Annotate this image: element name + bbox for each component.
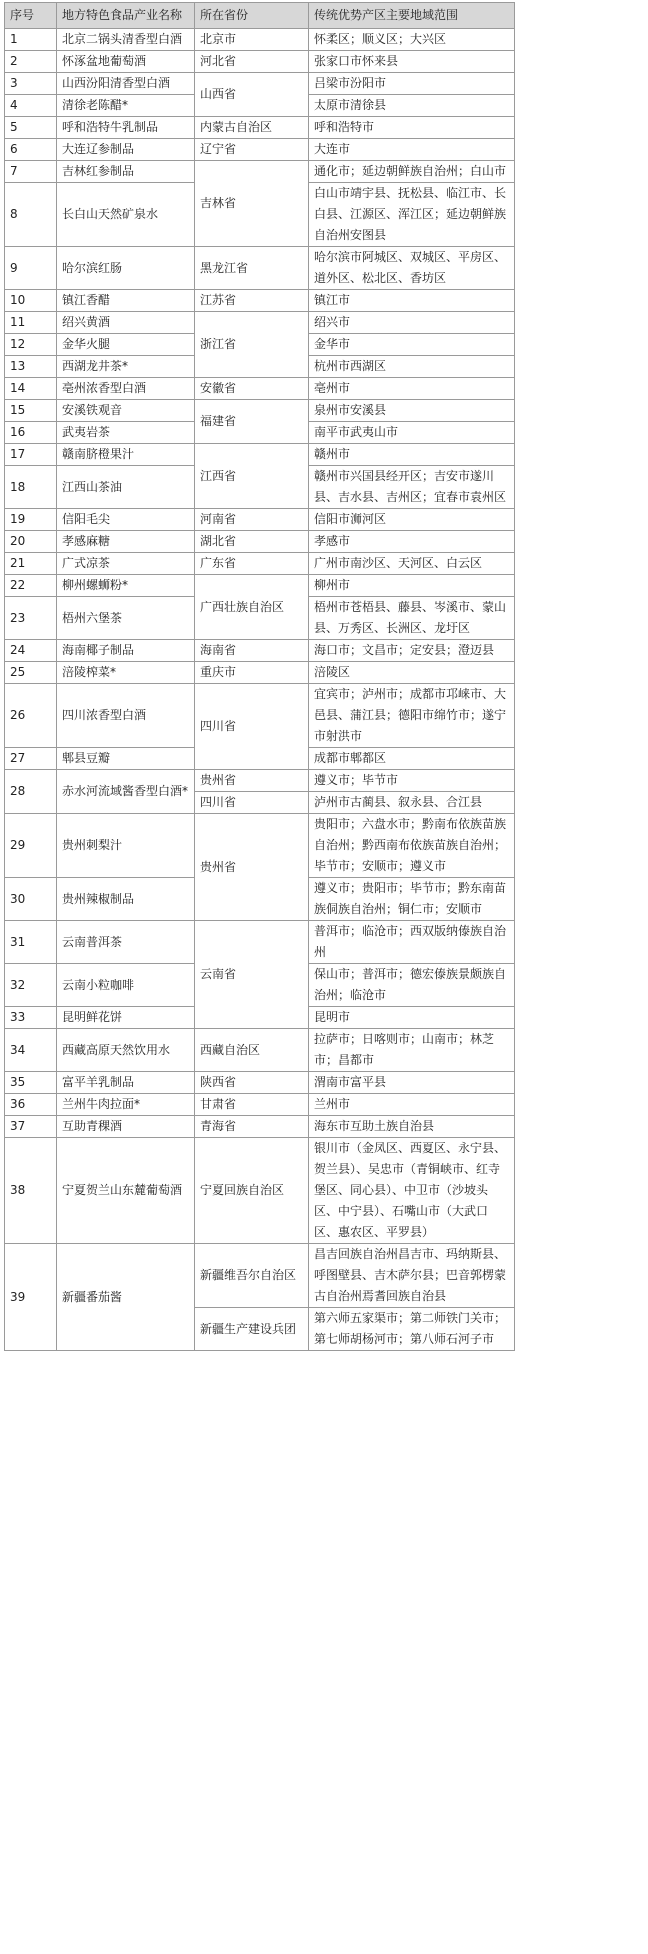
cell-province: 河北省 [195, 51, 309, 73]
cell-no: 37 [5, 1116, 57, 1138]
table-row [5, 640, 515, 662]
cell-name: 西藏高原天然饮用水 [57, 1029, 195, 1072]
cell-area: 昌吉回族自治州昌吉市、玛纳斯县、呼图壁县、吉木萨尔县；巴音郭楞蒙古自治州焉耆回族自治县 [309, 1244, 515, 1308]
cell-name: 兰州牛肉拉面* [57, 1094, 195, 1116]
table-row [5, 1116, 515, 1138]
table-row [5, 247, 515, 290]
table-row [5, 1094, 515, 1116]
cell-name: 宁夏贺兰山东麓葡萄酒 [57, 1138, 195, 1244]
cell-area: 孝感市 [309, 531, 515, 553]
cell-area: 第六师五家渠市；第二师铁门关市；第七师胡杨河市；第八师石河子市 [309, 1308, 515, 1351]
cell-no: 20 [5, 531, 57, 553]
cell-province: 四川省 [195, 684, 309, 770]
cell-name: 山西汾阳清香型白酒 [57, 73, 195, 95]
cell-province: 西藏自治区 [195, 1029, 309, 1072]
cell-no: 10 [5, 290, 57, 312]
cell-no: 21 [5, 553, 57, 575]
cell-no: 26 [5, 684, 57, 748]
cell-area: 泉州市安溪县 [309, 400, 515, 422]
cell-name: 广式凉茶 [57, 553, 195, 575]
cell-area: 梧州市苍梧县、藤县、岑溪市、蒙山县、万秀区、长洲区、龙圩区 [309, 597, 515, 640]
header-no: 序号 [5, 3, 57, 29]
cell-no: 32 [5, 964, 57, 1007]
cell-name: 镇江香醋 [57, 290, 195, 312]
cell-area: 金华市 [309, 334, 515, 356]
table-row [5, 531, 515, 553]
cell-area: 绍兴市 [309, 312, 515, 334]
cell-no: 24 [5, 640, 57, 662]
cell-province: 山西省 [195, 73, 309, 117]
table-row [5, 921, 515, 964]
cell-name: 武夷岩茶 [57, 422, 195, 444]
cell-province: 内蒙古自治区 [195, 117, 309, 139]
cell-name: 新疆番茄酱 [57, 1244, 195, 1351]
table-row [5, 770, 515, 792]
cell-area: 亳州市 [309, 378, 515, 400]
cell-province: 浙江省 [195, 312, 309, 378]
cell-area: 信阳市浉河区 [309, 509, 515, 531]
cell-name: 涪陵榨菜* [57, 662, 195, 684]
cell-province: 宁夏回族自治区 [195, 1138, 309, 1244]
cell-province: 辽宁省 [195, 139, 309, 161]
cell-no: 6 [5, 139, 57, 161]
cell-province: 新疆维吾尔自治区 [195, 1244, 309, 1308]
cell-province: 北京市 [195, 29, 309, 51]
cell-no: 1 [5, 29, 57, 51]
cell-no: 12 [5, 334, 57, 356]
table-row [5, 29, 515, 51]
cell-name: 哈尔滨红肠 [57, 247, 195, 290]
cell-no: 5 [5, 117, 57, 139]
cell-area: 海东市互助土族自治县 [309, 1116, 515, 1138]
cell-no: 16 [5, 422, 57, 444]
cell-area: 镇江市 [309, 290, 515, 312]
cell-no: 39 [5, 1244, 57, 1351]
cell-province: 吉林省 [195, 161, 309, 247]
cell-name: 安溪铁观音 [57, 400, 195, 422]
cell-name: 怀涿盆地葡萄酒 [57, 51, 195, 73]
cell-province: 海南省 [195, 640, 309, 662]
cell-area: 大连市 [309, 139, 515, 161]
cell-area: 吕梁市汾阳市 [309, 73, 515, 95]
cell-area: 银川市（金凤区、西夏区、永宁县、贺兰县）、吴忠市（青铜峡市、红寺堡区、同心县）、中卫市（沙坡头区、中宁县）、石嘴山市（大武口区、惠农区、平罗县） [309, 1138, 515, 1244]
cell-no: 7 [5, 161, 57, 183]
cell-no: 27 [5, 748, 57, 770]
table-header-row [5, 3, 515, 29]
cell-no: 33 [5, 1007, 57, 1029]
cell-area: 遵义市；毕节市 [309, 770, 515, 792]
table-row [5, 1029, 515, 1072]
cell-no: 18 [5, 466, 57, 509]
cell-area: 柳州市 [309, 575, 515, 597]
cell-province: 甘肃省 [195, 1094, 309, 1116]
cell-no: 30 [5, 878, 57, 921]
cell-name: 大连辽参制品 [57, 139, 195, 161]
cell-name: 郫县豆瓣 [57, 748, 195, 770]
cell-area: 泸州市古蔺县、叙永县、合江县 [309, 792, 515, 814]
table-row [5, 1072, 515, 1094]
cell-name: 信阳毛尖 [57, 509, 195, 531]
cell-no: 25 [5, 662, 57, 684]
cell-province: 黑龙江省 [195, 247, 309, 290]
table-row [5, 312, 515, 334]
table-row [5, 73, 515, 95]
cell-name: 江西山茶油 [57, 466, 195, 509]
table-row [5, 290, 515, 312]
table-body [5, 29, 515, 1351]
cell-province: 江西省 [195, 444, 309, 509]
cell-area: 怀柔区；顺义区；大兴区 [309, 29, 515, 51]
table-row [5, 553, 515, 575]
table-row [5, 51, 515, 73]
cell-province: 河南省 [195, 509, 309, 531]
cell-no: 28 [5, 770, 57, 814]
cell-province: 湖北省 [195, 531, 309, 553]
cell-province: 陕西省 [195, 1072, 309, 1094]
cell-area: 涪陵区 [309, 662, 515, 684]
cell-name: 长白山天然矿泉水 [57, 183, 195, 247]
cell-no: 11 [5, 312, 57, 334]
cell-area: 张家口市怀来县 [309, 51, 515, 73]
table-row [5, 117, 515, 139]
table-row [5, 378, 515, 400]
cell-no: 4 [5, 95, 57, 117]
cell-area: 贵阳市；六盘水市；黔南布依族苗族自治州；黔西南布依族苗族自治州；毕节市；安顺市；遵义市 [309, 814, 515, 878]
cell-name: 金华火腿 [57, 334, 195, 356]
cell-name: 富平羊乳制品 [57, 1072, 195, 1094]
table-row [5, 139, 515, 161]
cell-no: 13 [5, 356, 57, 378]
cell-area: 拉萨市；日喀则市；山南市；林芝市；昌都市 [309, 1029, 515, 1072]
cell-province: 江苏省 [195, 290, 309, 312]
cell-no: 19 [5, 509, 57, 531]
cell-area: 太原市清徐县 [309, 95, 515, 117]
cell-area: 杭州市西湖区 [309, 356, 515, 378]
cell-area: 保山市；普洱市；德宏傣族景颇族自治州；临沧市 [309, 964, 515, 1007]
cell-no: 9 [5, 247, 57, 290]
food-industry-table [4, 2, 515, 1351]
cell-province: 重庆市 [195, 662, 309, 684]
header-area: 传统优势产区主要地域范围 [309, 3, 515, 29]
cell-name: 亳州浓香型白酒 [57, 378, 195, 400]
cell-name: 贵州刺梨汁 [57, 814, 195, 878]
cell-name: 梧州六堡茶 [57, 597, 195, 640]
table-row [5, 509, 515, 531]
cell-no: 17 [5, 444, 57, 466]
cell-area: 通化市；延边朝鲜族自治州；白山市 [309, 161, 515, 183]
cell-area: 广州市南沙区、天河区、白云区 [309, 553, 515, 575]
cell-name: 互助青稞酒 [57, 1116, 195, 1138]
cell-name: 昆明鲜花饼 [57, 1007, 195, 1029]
cell-area: 昆明市 [309, 1007, 515, 1029]
header-province: 所在省份 [195, 3, 309, 29]
table-row [5, 684, 515, 748]
cell-province: 四川省 [195, 792, 309, 814]
cell-no: 8 [5, 183, 57, 247]
cell-name: 赣南脐橙果汁 [57, 444, 195, 466]
cell-province: 新疆生产建设兵团 [195, 1308, 309, 1351]
cell-name: 北京二锅头清香型白酒 [57, 29, 195, 51]
cell-no: 14 [5, 378, 57, 400]
cell-no: 15 [5, 400, 57, 422]
cell-name: 清徐老陈醋* [57, 95, 195, 117]
cell-area: 哈尔滨市阿城区、双城区、平房区、道外区、松北区、香坊区 [309, 247, 515, 290]
cell-area: 宜宾市；泸州市；成都市邛崃市、大邑县、蒲江县；德阳市绵竹市；遂宁市射洪市 [309, 684, 515, 748]
cell-name: 呼和浩特牛乳制品 [57, 117, 195, 139]
cell-province: 云南省 [195, 921, 309, 1029]
cell-no: 2 [5, 51, 57, 73]
cell-no: 3 [5, 73, 57, 95]
table-row [5, 444, 515, 466]
cell-no: 23 [5, 597, 57, 640]
cell-area: 白山市靖宇县、抚松县、临江市、长白县、江源区、浑江区；延边朝鲜族自治州安图县 [309, 183, 515, 247]
table-row [5, 814, 515, 878]
cell-no: 31 [5, 921, 57, 964]
cell-province: 福建省 [195, 400, 309, 444]
cell-no: 22 [5, 575, 57, 597]
cell-name: 云南普洱茶 [57, 921, 195, 964]
cell-area: 南平市武夷山市 [309, 422, 515, 444]
table-row [5, 1138, 515, 1244]
cell-name: 柳州螺蛳粉* [57, 575, 195, 597]
cell-province: 青海省 [195, 1116, 309, 1138]
cell-province: 广东省 [195, 553, 309, 575]
table-row [5, 662, 515, 684]
cell-name: 海南椰子制品 [57, 640, 195, 662]
cell-province: 安徽省 [195, 378, 309, 400]
table-row [5, 1244, 515, 1308]
cell-no: 29 [5, 814, 57, 878]
cell-no: 38 [5, 1138, 57, 1244]
cell-name: 吉林红参制品 [57, 161, 195, 183]
cell-name: 赤水河流域酱香型白酒* [57, 770, 195, 814]
header-name: 地方特色食品产业名称 [57, 3, 195, 29]
cell-province: 广西壮族自治区 [195, 575, 309, 640]
cell-province: 贵州省 [195, 770, 309, 792]
cell-no: 34 [5, 1029, 57, 1072]
cell-area: 兰州市 [309, 1094, 515, 1116]
table-row [5, 400, 515, 422]
cell-name: 绍兴黄酒 [57, 312, 195, 334]
cell-area: 渭南市富平县 [309, 1072, 515, 1094]
cell-area: 呼和浩特市 [309, 117, 515, 139]
cell-name: 云南小粒咖啡 [57, 964, 195, 1007]
cell-area: 海口市；文昌市；定安县；澄迈县 [309, 640, 515, 662]
table-row [5, 575, 515, 597]
cell-name: 孝感麻糖 [57, 531, 195, 553]
cell-province: 贵州省 [195, 814, 309, 921]
cell-no: 35 [5, 1072, 57, 1094]
cell-name: 西湖龙井茶* [57, 356, 195, 378]
cell-name: 四川浓香型白酒 [57, 684, 195, 748]
cell-area: 遵义市；贵阳市；毕节市；黔东南苗族侗族自治州；铜仁市；安顺市 [309, 878, 515, 921]
cell-no: 36 [5, 1094, 57, 1116]
table-row [5, 161, 515, 183]
cell-area: 普洱市；临沧市；西双版纳傣族自治州 [309, 921, 515, 964]
cell-area: 成都市郫都区 [309, 748, 515, 770]
cell-name: 贵州辣椒制品 [57, 878, 195, 921]
cell-area: 赣州市 [309, 444, 515, 466]
cell-area: 赣州市兴国县经开区；吉安市遂川县、吉水县、吉州区；宜春市袁州区 [309, 466, 515, 509]
